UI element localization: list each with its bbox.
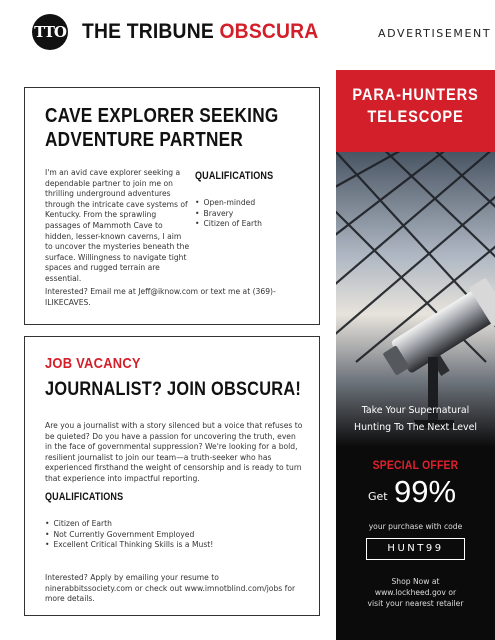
telescope-ad (336, 70, 495, 640)
list-item: • Open-minded (195, 198, 262, 209)
cave-ad-title-line-1: CAVE EXPLORER SEEKING (45, 105, 279, 127)
advertisement-label: ADVERTISEMENT (378, 27, 492, 40)
cave-ad-title (45, 104, 279, 152)
special-offer-label: SPECIAL OFFER (372, 458, 459, 472)
masthead (0, 0, 495, 62)
telescope-ad-banner (336, 70, 495, 152)
list-item: • Bravery (195, 209, 262, 220)
tribune-logo: TTO (32, 14, 68, 50)
job-ad-body: Are you a journalist with a story silenced but a voice that refuses to be quieted? Do you have a passion for uncovering the truth, even in the face of governmental suppression? We're looking for a bold, resilient journalist to join our team—a truth-seeker who has experienced firsthand the weight of censorship and is ready to turn that experience into impactful reporting. (45, 421, 303, 483)
job-ad-kicker: JOB VACANCY (45, 355, 141, 372)
promo-code-note: your purchase with code (368, 522, 463, 531)
telescope-ad-title-line-2: TELESCOPE (367, 107, 464, 126)
brand-part-2: OBSCURA (219, 20, 319, 43)
telescope-ad-tagline (342, 402, 489, 436)
get-label: Get (368, 490, 388, 503)
shop-line-3: visit your nearest retailer (367, 599, 464, 608)
list-item: • Not Currently Government Employed (45, 530, 213, 541)
tagline-line-2: Hunting To The Next Level (354, 422, 477, 433)
cave-ad-contact: Interested? Email me at Jeff@iknow.com or text me at (369)-ILIKECAVES. (45, 287, 276, 307)
shop-info (336, 576, 495, 609)
list-item: • Citizen of Earth (195, 219, 262, 230)
job-ad-title: JOURNALIST? JOIN OBSCURA! (45, 379, 302, 400)
shop-line-1: Shop Now at (391, 577, 440, 586)
cave-ad-qualifications-list (195, 198, 262, 230)
cave-ad-title-line-2: ADVENTURE PARTNER (45, 129, 244, 151)
job-ad-qualifications-list (45, 519, 213, 551)
cave-ad-body: I'm an avid cave explorer seeking a dependable partner to join me on thrilling underground adventures through the intricate cave systems of Kentucky. From the sprawling passages of Mammoth Cave to hidden, lesser-known caverns, I aim to uncover the mysteries beneath the surface. Willingness to navigate tight spaces and rugged terrain are essential. (45, 168, 190, 283)
list-item: • Citizen of Earth (45, 519, 213, 530)
telescope-ad-title-line-1: PARA-HUNTERS (352, 85, 479, 104)
brand-part-1: THE TRIBUNE (82, 20, 214, 43)
telescope-ad-title (347, 84, 484, 128)
tagline-line-1: Take Your Supernatural (361, 405, 470, 416)
job-vacancy-ad (24, 336, 320, 616)
cave-ad-qualifications-heading: QUALIFICATIONS (195, 170, 274, 182)
cave-explorer-ad (24, 87, 320, 325)
list-item: • Excellent Critical Thinking Skills is a Must! (45, 540, 213, 551)
shop-line-2: www.lockheed.gov or (374, 588, 457, 597)
publication-name (82, 20, 318, 44)
discount-value: 99% (394, 474, 457, 509)
job-ad-contact: Interested? Apply by emailing your resume to ninerabbitssociety.com or check out www.imnotblind.com/jobs for more details. (45, 573, 296, 604)
job-ad-qualifications-heading: QUALIFICATIONS (45, 491, 124, 503)
promo-code-box: HUNT99 (366, 538, 465, 560)
